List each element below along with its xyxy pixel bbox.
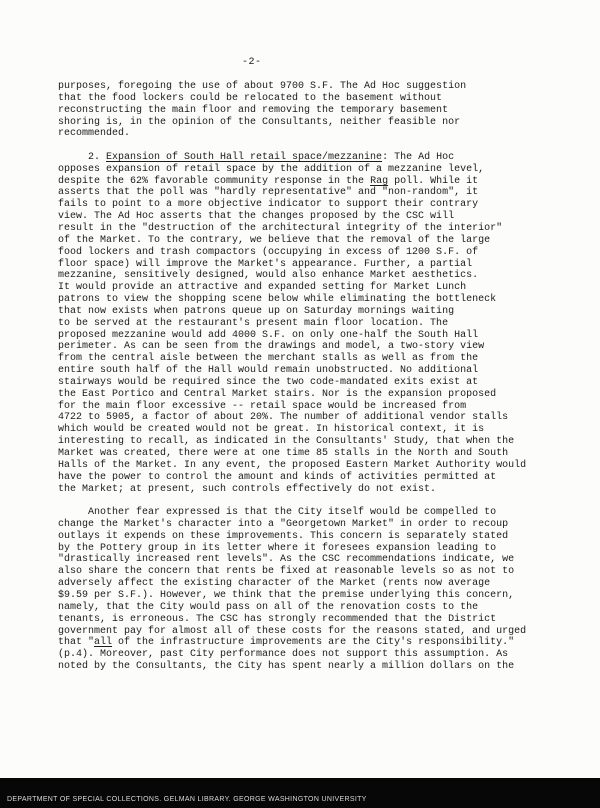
- paragraph: [58, 152, 540, 495]
- document-line: from the central aisle between the merchant stalls as well as from the: [58, 353, 479, 365]
- document-line: outlays it expends on these improvements. This concern is separately stated: [58, 530, 509, 542]
- underlined-text: all: [94, 637, 113, 649]
- document-line: reconstructing the main floor and removing the temporary basement: [58, 104, 449, 116]
- document-line: which would be created would not be great. In historical context, it is: [58, 424, 485, 436]
- document-line: mezzanine, sensitively designed, would also enhance Market aesthetics.: [58, 270, 479, 282]
- document-line: change the Market's character into a "Georgetown Market" in order to recoup: [58, 518, 509, 530]
- document-line: the Market; at present, such controls effectively do not exist.: [58, 483, 437, 495]
- document-line: $9.59 per S.F.). However, we think that the premise underlying this concern,: [58, 589, 515, 601]
- document-line: to be served at the restaurant's present main floor location. The: [58, 317, 449, 329]
- document-line: (p.4). Moreover, past City performance does not support this assumption. As: [58, 649, 509, 661]
- document-line: tenants, is erroneous. The CSC has strongly recommended that the District: [58, 613, 497, 625]
- document-line: purposes, foregoing the use of about 9700 S.F. The Ad Hoc suggestion: [58, 81, 467, 92]
- document-line: opposes expansion of retail space by the addition of a mezzanine level,: [58, 163, 485, 175]
- document-line: floor space) will improve the Market's appearance. Further, a partial: [58, 258, 473, 270]
- document-line: that "all of the infrastructure improvements are the City's responsibility.": [58, 637, 515, 649]
- document-line: that the food lockers could be relocated to the basement without: [58, 92, 443, 104]
- document-line: of the Market. To the contrary, we believe that the removal of the large: [58, 234, 491, 246]
- document-line: asserts that the poll was "hardly representative" and "non-random", it: [58, 187, 479, 199]
- document-line: Another fear expressed is that the City itself would be compelled to: [58, 507, 497, 519]
- archive-footer-text: DEPARTMENT OF SPECIAL COLLECTIONS. GELMAN LIBRARY. GEORGE WASHINGTON UNIVERSITY: [7, 796, 367, 803]
- document-line: that now exists when patrons queue up on Saturday mornings waiting: [58, 305, 455, 317]
- document-line: by the Pottery group in its letter where it foresees expansion leading to: [58, 542, 497, 554]
- document-line: Halls of the Market. In any event, the proposed Eastern Market Authority would: [58, 459, 527, 471]
- paragraph: [58, 507, 540, 673]
- document-line: despite the 62% favorable community response in the Rag poll. While it: [58, 175, 479, 187]
- document-line: Market was created, there were at one time 85 stalls in the North and South: [58, 448, 509, 459]
- document-line: the East Portico and Central Market stairs. Nor is the expansion proposed: [58, 388, 497, 400]
- document-line: recommended.: [58, 128, 131, 140]
- document-line: 2. Expansion of South Hall retail space/mezzanine: The Ad Hoc: [58, 151, 455, 163]
- document-line: entire south half of the Hall would remain unobstructed. No additional: [58, 365, 479, 377]
- document-line: also share the concern that rents be fixed at reasonable levels so as not to: [58, 566, 515, 578]
- document-line: "drastically increased rent levels". As the CSC recommendations indicate, we: [58, 554, 515, 566]
- document-line: government pay for almost all of these costs for the reasons stated, and urged: [58, 625, 527, 637]
- document-line: patrons to view the shopping scene below while eliminating the bottleneck: [58, 294, 497, 306]
- document-line: view. The Ad Hoc asserts that the changes proposed by the CSC will: [58, 211, 455, 223]
- document-line: have the power to control the amount and kinds of activities permitted at: [58, 471, 497, 483]
- archive-footer-bar: [0, 778, 600, 808]
- document-line: result in the "destruction of the architectural integrity of the interior": [58, 222, 503, 234]
- paragraph: [58, 81, 540, 140]
- document-line: namely, that the City would pass on all of the renovation costs to the: [58, 601, 479, 613]
- document-line: noted by the Consultants, the City has spent nearly a million dollars on the: [58, 661, 515, 673]
- document-line: interesting to recall, as indicated in the Consultants' Study, that when the: [58, 436, 515, 448]
- document-line: food lockers and trash compactors (occupying in excess of 1200 S.F. of: [58, 246, 479, 258]
- underlined-text: Rag: [370, 175, 389, 187]
- document-line: fails to point to a more objective indicator to support their contrary: [58, 199, 479, 211]
- document-line: 4722 to 5905, a factor of about 20%. The number of additional vendor stalls: [58, 412, 509, 424]
- document-line: for the main floor excessive -- retail space would be increased from: [58, 400, 467, 412]
- document-line: proposed mezzanine would add 4000 S.F. on only one-half the South Hall: [58, 329, 479, 341]
- document-line: stairways would be required since the two code-mandated exits exist at: [58, 376, 479, 388]
- page-number: -2-: [242, 57, 262, 68]
- document-line: It would provide an attractive and expanded setting for Market Lunch: [58, 282, 467, 294]
- document-line: shoring is, in the opinion of the Consultants, neither feasible nor: [58, 116, 461, 128]
- underlined-text: Expansion of South Hall retail space/mezzanine: [106, 151, 383, 163]
- document-body: [58, 81, 540, 673]
- document-line: adversely affect the existing character of the Market (rents now average: [58, 578, 491, 590]
- document-line: perimeter. As can be seen from the drawings and model, a two-story view: [58, 341, 485, 353]
